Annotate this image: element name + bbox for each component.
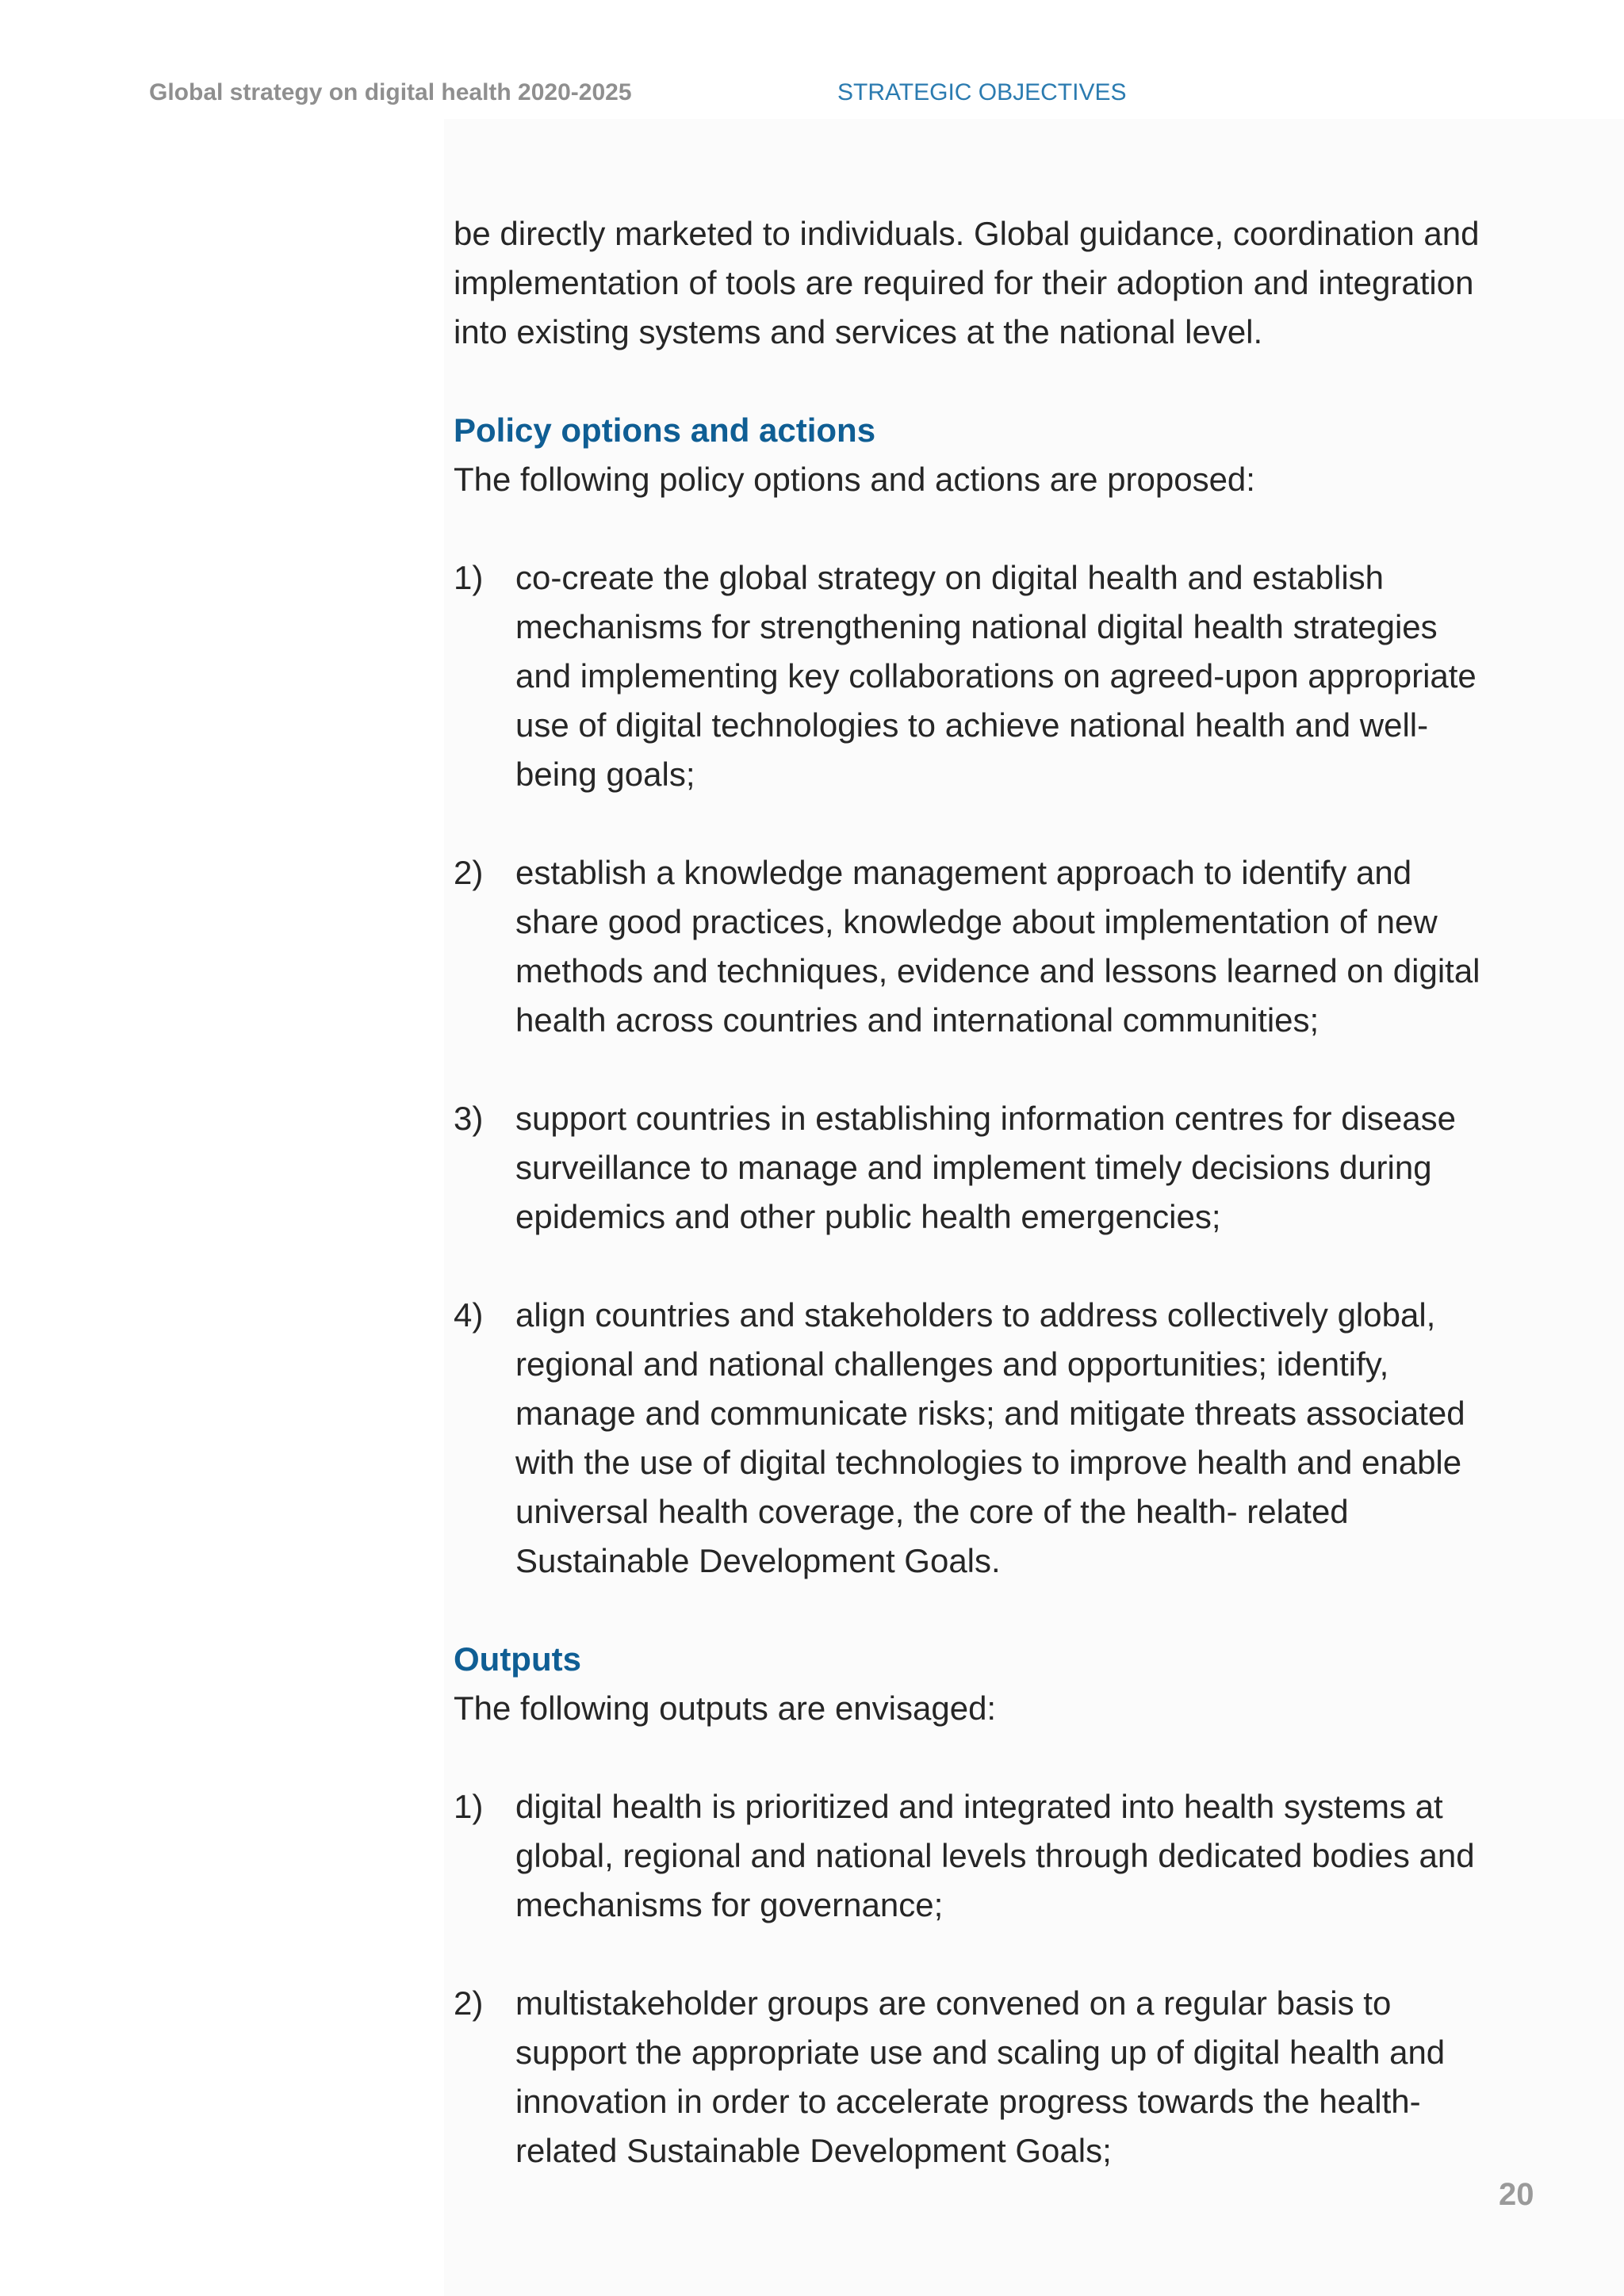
list-item <box>454 553 1484 799</box>
document-title: Global strategy on digital health 2020-2025 <box>149 79 632 105</box>
list-item-text: establish a knowledge management approach to identify and share good practices, knowledge about implementation of new methods and techniques, evidence and lessons learned on digital health across countries and international communities; <box>515 854 1480 1039</box>
list-item-text: support countries in establishing information centres for disease surveillance to manage and implement timely decisions during epidemics and other public health emergencies; <box>515 1100 1456 1235</box>
list-item-text: align countries and stakeholders to address collectively global, regional and national challenges and opportunities; identify, manage and communicate risks; and mitigate threats associated with the use of digital technologies to improve health and enable universal health coverage, the core of the health- related Sustainable Development Goals. <box>515 1296 1465 1579</box>
list-item <box>454 1094 1484 1242</box>
list-item <box>454 1979 1484 2175</box>
page-number: 20 <box>1499 2177 1534 2212</box>
list-item-number: 4) <box>454 1296 484 1334</box>
policy-intro: The following policy options and actions are proposed: <box>454 461 1255 498</box>
list-item <box>454 1291 1484 1586</box>
list-item-number: 1) <box>454 1788 484 1825</box>
outputs-section-title: Outputs <box>454 1640 581 1678</box>
list-item-text: multistakeholder groups are convened on a regular basis to support the appropriate use and scaling up of digital health and innovation in order to accelerate progress towards the health-related Sustainable Development Goals; <box>515 1984 1446 2169</box>
outputs-intro: The following outputs are envisaged: <box>454 1689 997 1727</box>
list-item-number: 2) <box>454 1984 484 2022</box>
outputs-list <box>454 1782 1484 2175</box>
main-content <box>454 209 1484 2225</box>
intro-paragraph: be directly marketed to individuals. Global guidance, coordination and implementation of tools are required for their adoption and integration into existing systems and services at the national level. <box>454 215 1480 350</box>
list-item-number: 1) <box>454 559 484 596</box>
list-item-text: digital health is prioritized and integrated into health systems at global, regional and national levels through dedicated bodies and mechanisms for governance; <box>515 1788 1475 1923</box>
section-header: STRATEGIC OBJECTIVES <box>837 79 1127 105</box>
policy-section-title: Policy options and actions <box>454 411 876 449</box>
list-item-text: co-create the global strategy on digital health and establish mechanisms for strengthening national digital health strategies and implementing key collaborations on agreed-upon appropriate use of digital technologies to achieve national health and well-being goals; <box>515 559 1477 793</box>
list-item <box>454 848 1484 1045</box>
policy-list <box>454 553 1484 1586</box>
list-item-number: 2) <box>454 854 484 891</box>
list-item <box>454 1782 1484 1930</box>
list-item-number: 3) <box>454 1100 484 1137</box>
